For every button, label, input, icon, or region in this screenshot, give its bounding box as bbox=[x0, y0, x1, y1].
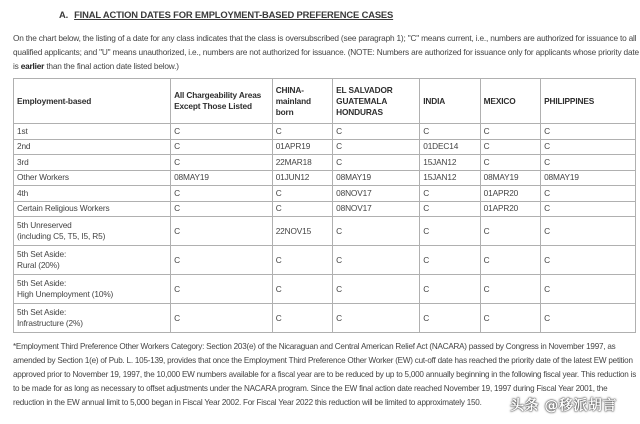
date-cell: 15JAN12 bbox=[420, 170, 480, 186]
date-cell: C bbox=[171, 246, 273, 275]
table-row bbox=[14, 170, 636, 186]
date-cell: 08NOV17 bbox=[333, 201, 420, 217]
row-category-sublabel: High Unemployment (10%) bbox=[17, 289, 114, 299]
date-cell: C bbox=[420, 124, 480, 140]
date-cell: 22MAR18 bbox=[272, 155, 332, 171]
date-cell: 08MAY19 bbox=[480, 170, 540, 186]
date-cell: C bbox=[171, 217, 273, 246]
date-cell: C bbox=[333, 155, 420, 171]
row-category bbox=[14, 246, 171, 275]
row-category-label: 1st bbox=[17, 125, 28, 136]
footnote: *Employment Third Preference Other Workers Category: Section 203(e) of the Nicaraguan and Central American Relief Act (NACARA) passed by Congress in November 1997, as amended by Section 1(e) of Pub. L. 105-139, provides that once the Employment Third Preference Other Worker (EW) cut-off date has reached the priority date of the latest EW petition approved prior to November 19, 1997, the 10,000 EW numbers available for a fiscal year are to be reduced by up to 5,000 annually beginning in the following fiscal year. This reduction is to be made for as long as necessary to offset adjustments under the NACARA program. Since the EW final action date reached November 19, 1997 during Fiscal Year 2001, the reduction in the EW annual limit to 5,000 began in Fiscal Year 2002. For Fiscal Year 2022 this reduction will be limited to approximately 150. bbox=[13, 342, 637, 407]
date-cell: C bbox=[272, 275, 332, 304]
table-row bbox=[14, 201, 636, 217]
row-category-label: Certain Religious Workers bbox=[17, 203, 110, 214]
date-cell: 08MAY19 bbox=[171, 170, 273, 186]
date-cell: C bbox=[480, 217, 540, 246]
date-cell: C bbox=[541, 275, 636, 304]
row-category-label: 3rd bbox=[17, 156, 29, 167]
row-category-label: 5th Unreserved bbox=[17, 220, 72, 230]
date-cell: C bbox=[420, 186, 480, 202]
date-cell: 01APR19 bbox=[272, 139, 332, 155]
header-category: Employment-based bbox=[14, 79, 171, 124]
date-cell: 01APR20 bbox=[480, 186, 540, 202]
final-action-dates-table bbox=[13, 78, 636, 333]
row-category bbox=[14, 275, 171, 304]
table-row bbox=[14, 155, 636, 171]
section-letter: A. bbox=[59, 9, 69, 20]
date-cell: C bbox=[333, 304, 420, 333]
table-row bbox=[14, 217, 636, 246]
intro-paragraph bbox=[13, 31, 639, 73]
header-philippines: PHILIPPINES bbox=[541, 79, 636, 124]
date-cell: C bbox=[541, 124, 636, 140]
date-cell: C bbox=[272, 201, 332, 217]
table-row bbox=[14, 275, 636, 304]
row-category-sublabel: Infrastructure (2%) bbox=[17, 318, 83, 328]
row-category bbox=[14, 304, 171, 333]
table-row bbox=[14, 304, 636, 333]
date-cell: C bbox=[171, 201, 273, 217]
date-cell: C bbox=[333, 217, 420, 246]
row-category-label: 5th Set Aside: bbox=[17, 249, 67, 259]
header-china: CHINA-mainland born bbox=[272, 79, 332, 124]
date-cell: 01DEC14 bbox=[420, 139, 480, 155]
date-cell: C bbox=[171, 155, 273, 171]
date-cell: C bbox=[272, 246, 332, 275]
date-cell: C bbox=[480, 275, 540, 304]
row-category-label: 5th Set Aside: bbox=[17, 278, 67, 288]
date-cell: C bbox=[420, 246, 480, 275]
date-cell: C bbox=[420, 217, 480, 246]
date-cell: C bbox=[333, 275, 420, 304]
table-header-row bbox=[14, 79, 636, 124]
date-cell: C bbox=[541, 155, 636, 171]
date-cell: C bbox=[420, 304, 480, 333]
date-cell: C bbox=[171, 124, 273, 140]
date-cell: C bbox=[480, 304, 540, 333]
row-category-sublabel: (including C5, T5, I5, R5) bbox=[17, 231, 106, 241]
date-cell: 08MAY19 bbox=[541, 170, 636, 186]
date-cell: C bbox=[541, 246, 636, 275]
date-cell: C bbox=[171, 275, 273, 304]
row-category bbox=[14, 170, 171, 186]
table-row bbox=[14, 246, 636, 275]
date-cell: C bbox=[541, 217, 636, 246]
date-cell: C bbox=[333, 139, 420, 155]
date-cell: 08MAY19 bbox=[333, 170, 420, 186]
date-cell: 15JAN12 bbox=[420, 155, 480, 171]
row-category bbox=[14, 155, 171, 171]
watermark: 头条 @移派胡言 bbox=[510, 398, 617, 414]
row-category bbox=[14, 186, 171, 202]
table-row bbox=[14, 186, 636, 202]
row-category-label: 5th Set Aside: bbox=[17, 307, 67, 317]
date-cell: 22NOV15 bbox=[272, 217, 332, 246]
date-cell: C bbox=[272, 186, 332, 202]
row-category bbox=[14, 201, 171, 217]
date-cell: C bbox=[541, 201, 636, 217]
table-row bbox=[14, 139, 636, 155]
section-heading bbox=[59, 9, 393, 20]
table-row bbox=[14, 124, 636, 140]
row-category bbox=[14, 139, 171, 155]
row-category-label: 4th bbox=[17, 187, 29, 198]
row-category bbox=[14, 124, 171, 140]
date-cell: C bbox=[420, 275, 480, 304]
row-category-label: Other Workers bbox=[17, 172, 69, 183]
section-title: FINAL ACTION DATES FOR EMPLOYMENT-BASED PREFERENCE CASES bbox=[74, 9, 394, 20]
date-cell: 01JUN12 bbox=[272, 170, 332, 186]
header-all-chargeability: All Chargeability Areas Except Those Listed bbox=[171, 79, 273, 124]
date-cell: C bbox=[541, 139, 636, 155]
intro-emphasis: earlier bbox=[20, 61, 45, 71]
date-cell: 08NOV17 bbox=[333, 186, 420, 202]
date-cell: C bbox=[541, 304, 636, 333]
date-cell: C bbox=[420, 201, 480, 217]
row-category-label: 2nd bbox=[17, 141, 31, 152]
date-cell: C bbox=[480, 124, 540, 140]
table-body bbox=[14, 124, 636, 333]
date-cell: C bbox=[480, 139, 540, 155]
intro-text-2: than the final action date listed below.) bbox=[44, 61, 179, 71]
date-cell: C bbox=[541, 186, 636, 202]
row-category bbox=[14, 217, 171, 246]
date-cell: C bbox=[171, 304, 273, 333]
date-cell: C bbox=[333, 124, 420, 140]
date-cell: C bbox=[272, 124, 332, 140]
date-cell: C bbox=[171, 139, 273, 155]
date-cell: C bbox=[333, 246, 420, 275]
date-cell: 01APR20 bbox=[480, 201, 540, 217]
date-cell: C bbox=[272, 304, 332, 333]
header-el-salvador-guatemala-honduras: EL SALVADOR GUATEMALA HONDURAS bbox=[333, 79, 420, 124]
header-mexico: MEXICO bbox=[480, 79, 540, 124]
row-category-sublabel: Rural (20%) bbox=[17, 260, 60, 270]
date-cell: C bbox=[171, 186, 273, 202]
intro-text-1: On the chart below, the listing of a date for any class indicates that the class is oversubscribed (see paragraph 1); "C" means current, i.e., numbers are authorized for issuance to all qualified applicants; and "U" means unauthorized, i.e., numbers are not authorized for issuance. (NOTE: Numbers are authorized for issuance only for applicants whose priority date is bbox=[13, 33, 639, 71]
date-cell: C bbox=[480, 155, 540, 171]
date-cell: C bbox=[480, 246, 540, 275]
header-india: INDIA bbox=[420, 79, 480, 124]
